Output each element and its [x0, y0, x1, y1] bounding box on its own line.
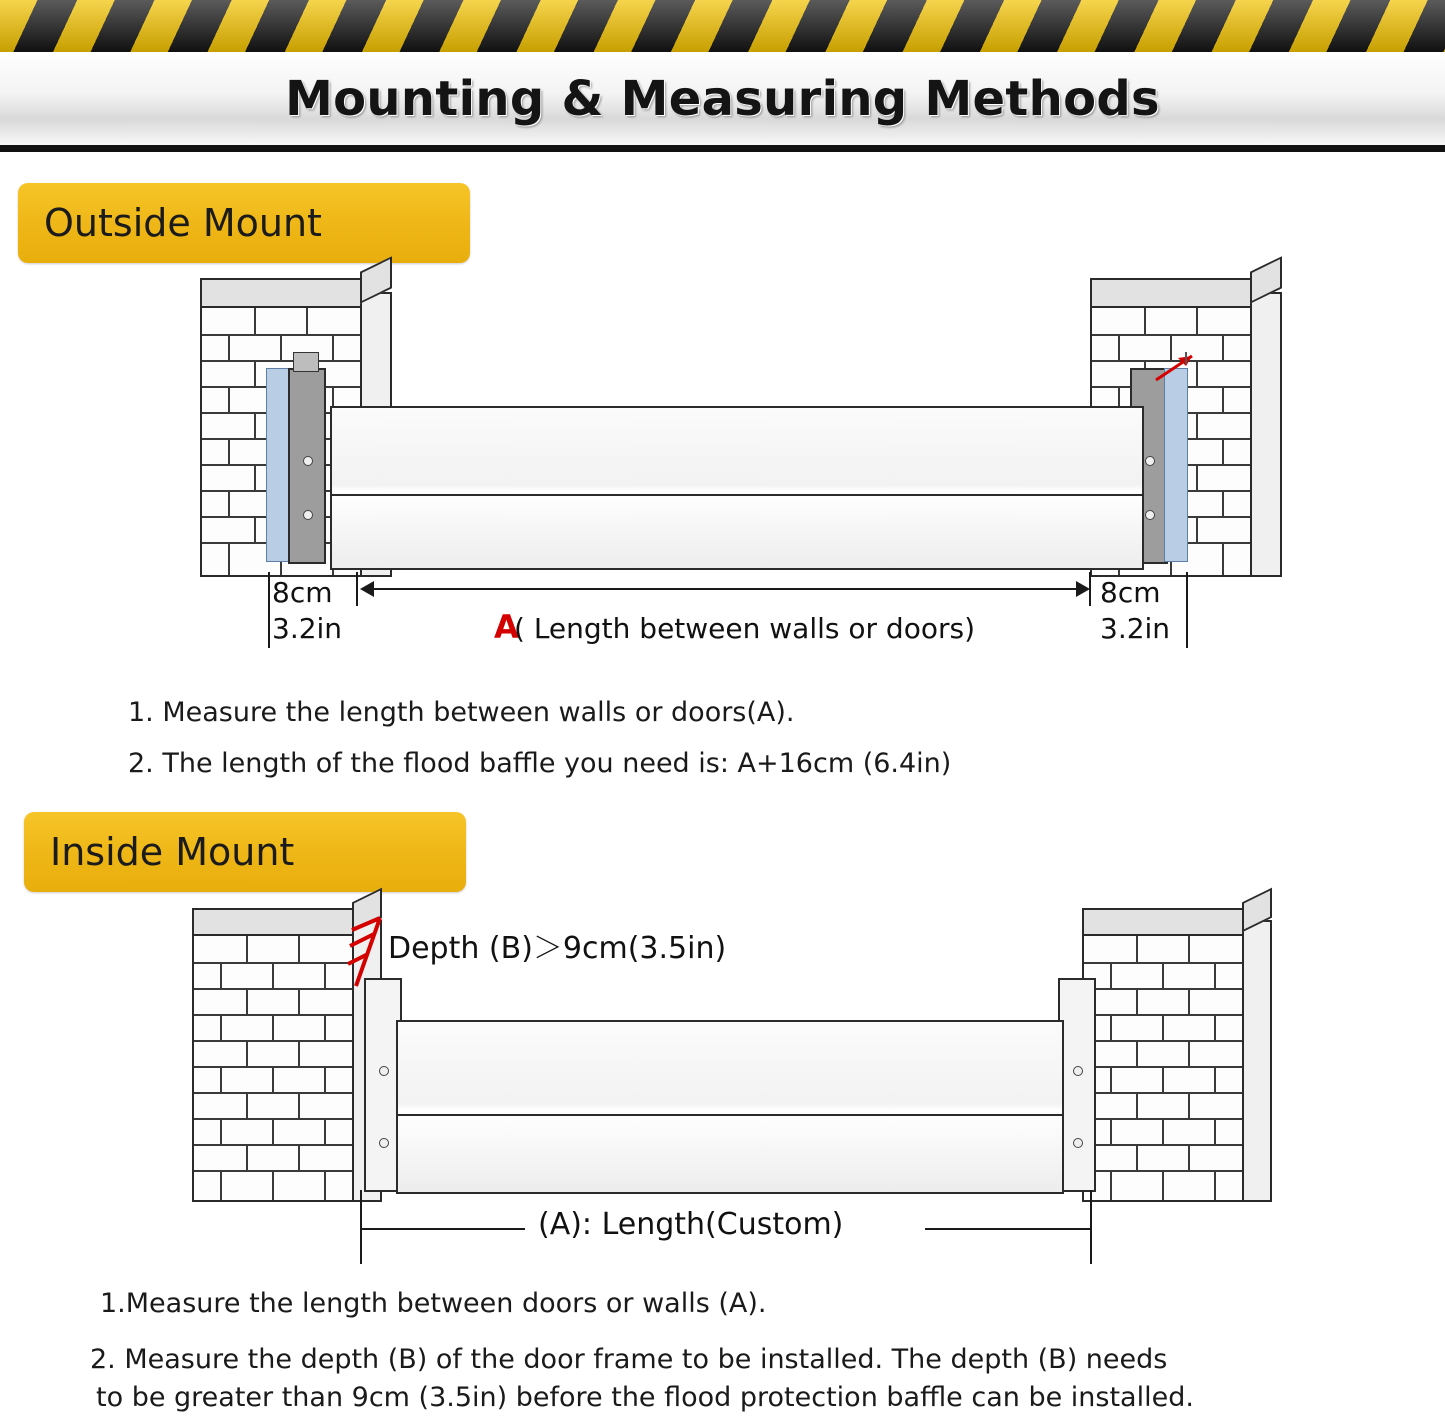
inside-step-2a: 2. Measure the depth (B) of the door frame to be installed. The depth (B) needs [90, 1344, 1168, 1375]
pillar-right-side [1242, 920, 1272, 1202]
inside-step-2b: to be greater than 9cm (3.5in) before the flood protection baffle can be installed. [96, 1382, 1194, 1413]
flood-baffle-panel-outside [330, 406, 1144, 570]
left-gasket-outside [266, 368, 290, 562]
page-title: Mounting & Measuring Methods [285, 70, 1160, 127]
hazard-stripe-banner [0, 0, 1445, 55]
right-offset-cm: 8cm [1100, 576, 1161, 609]
dim-span-line-outside [362, 588, 1088, 590]
dim-tick-right-inside [1090, 1190, 1092, 1264]
span-label-inside: (A): Length(Custom) [538, 1207, 844, 1242]
baffle-seam [332, 494, 1142, 496]
pillar-right-side [1250, 292, 1282, 577]
dim-arrow-right-icon [1076, 581, 1090, 597]
left-pillar-inside [192, 908, 352, 1198]
inside-step-1: 1.Measure the length between doors or walls (A). [100, 1288, 767, 1319]
section-label-outside-mount [18, 183, 470, 263]
left-offset-cm: 8cm [272, 576, 333, 609]
pillar-brick-face [1082, 934, 1246, 1202]
dim-tick-left [268, 572, 270, 648]
dim-span-line-inside-left [360, 1228, 525, 1230]
red-arrow-marker [1152, 350, 1198, 388]
right-pillar-inside [1082, 908, 1242, 1198]
left-offset-in: 3.2in [272, 612, 343, 645]
baffle-seam [398, 1114, 1062, 1116]
section-label-outside-mount-text: Outside Mount [44, 201, 322, 245]
section-label-inside-mount [24, 812, 466, 892]
dim-tick-right [1186, 572, 1188, 648]
dim-tick-left-inside [360, 1190, 362, 1264]
left-bracket-tab [293, 352, 319, 372]
section-label-inside-mount-text: Inside Mount [50, 830, 295, 874]
right-offset-in: 3.2in [1100, 612, 1171, 645]
flood-baffle-panel-inside [396, 1020, 1064, 1194]
pillar-brick-face [192, 934, 356, 1202]
left-bracket-outside [288, 368, 326, 564]
depth-note-inside: Depth (B)＞9cm(3.5in) [388, 931, 727, 966]
right-gasket-outside [1164, 368, 1188, 562]
brick-pattern [194, 936, 354, 1200]
dim-tick-left-inner [356, 572, 358, 606]
span-marker-a: A [494, 608, 519, 646]
title-bar [0, 52, 1445, 152]
red-arrow-icon [1152, 350, 1198, 384]
span-label-outside: ( Length between walls or doors) [514, 612, 975, 645]
outside-step-2: 2. The length of the flood baffle you need is: A+16cm (6.4in) [128, 748, 952, 779]
brick-pattern [1084, 936, 1244, 1200]
dim-arrow-left-icon [360, 581, 374, 597]
dim-span-line-inside-right [925, 1228, 1090, 1230]
outside-step-1: 1. Measure the length between walls or doors(A). [128, 697, 795, 728]
hazard-stripe-shading [0, 0, 1445, 52]
